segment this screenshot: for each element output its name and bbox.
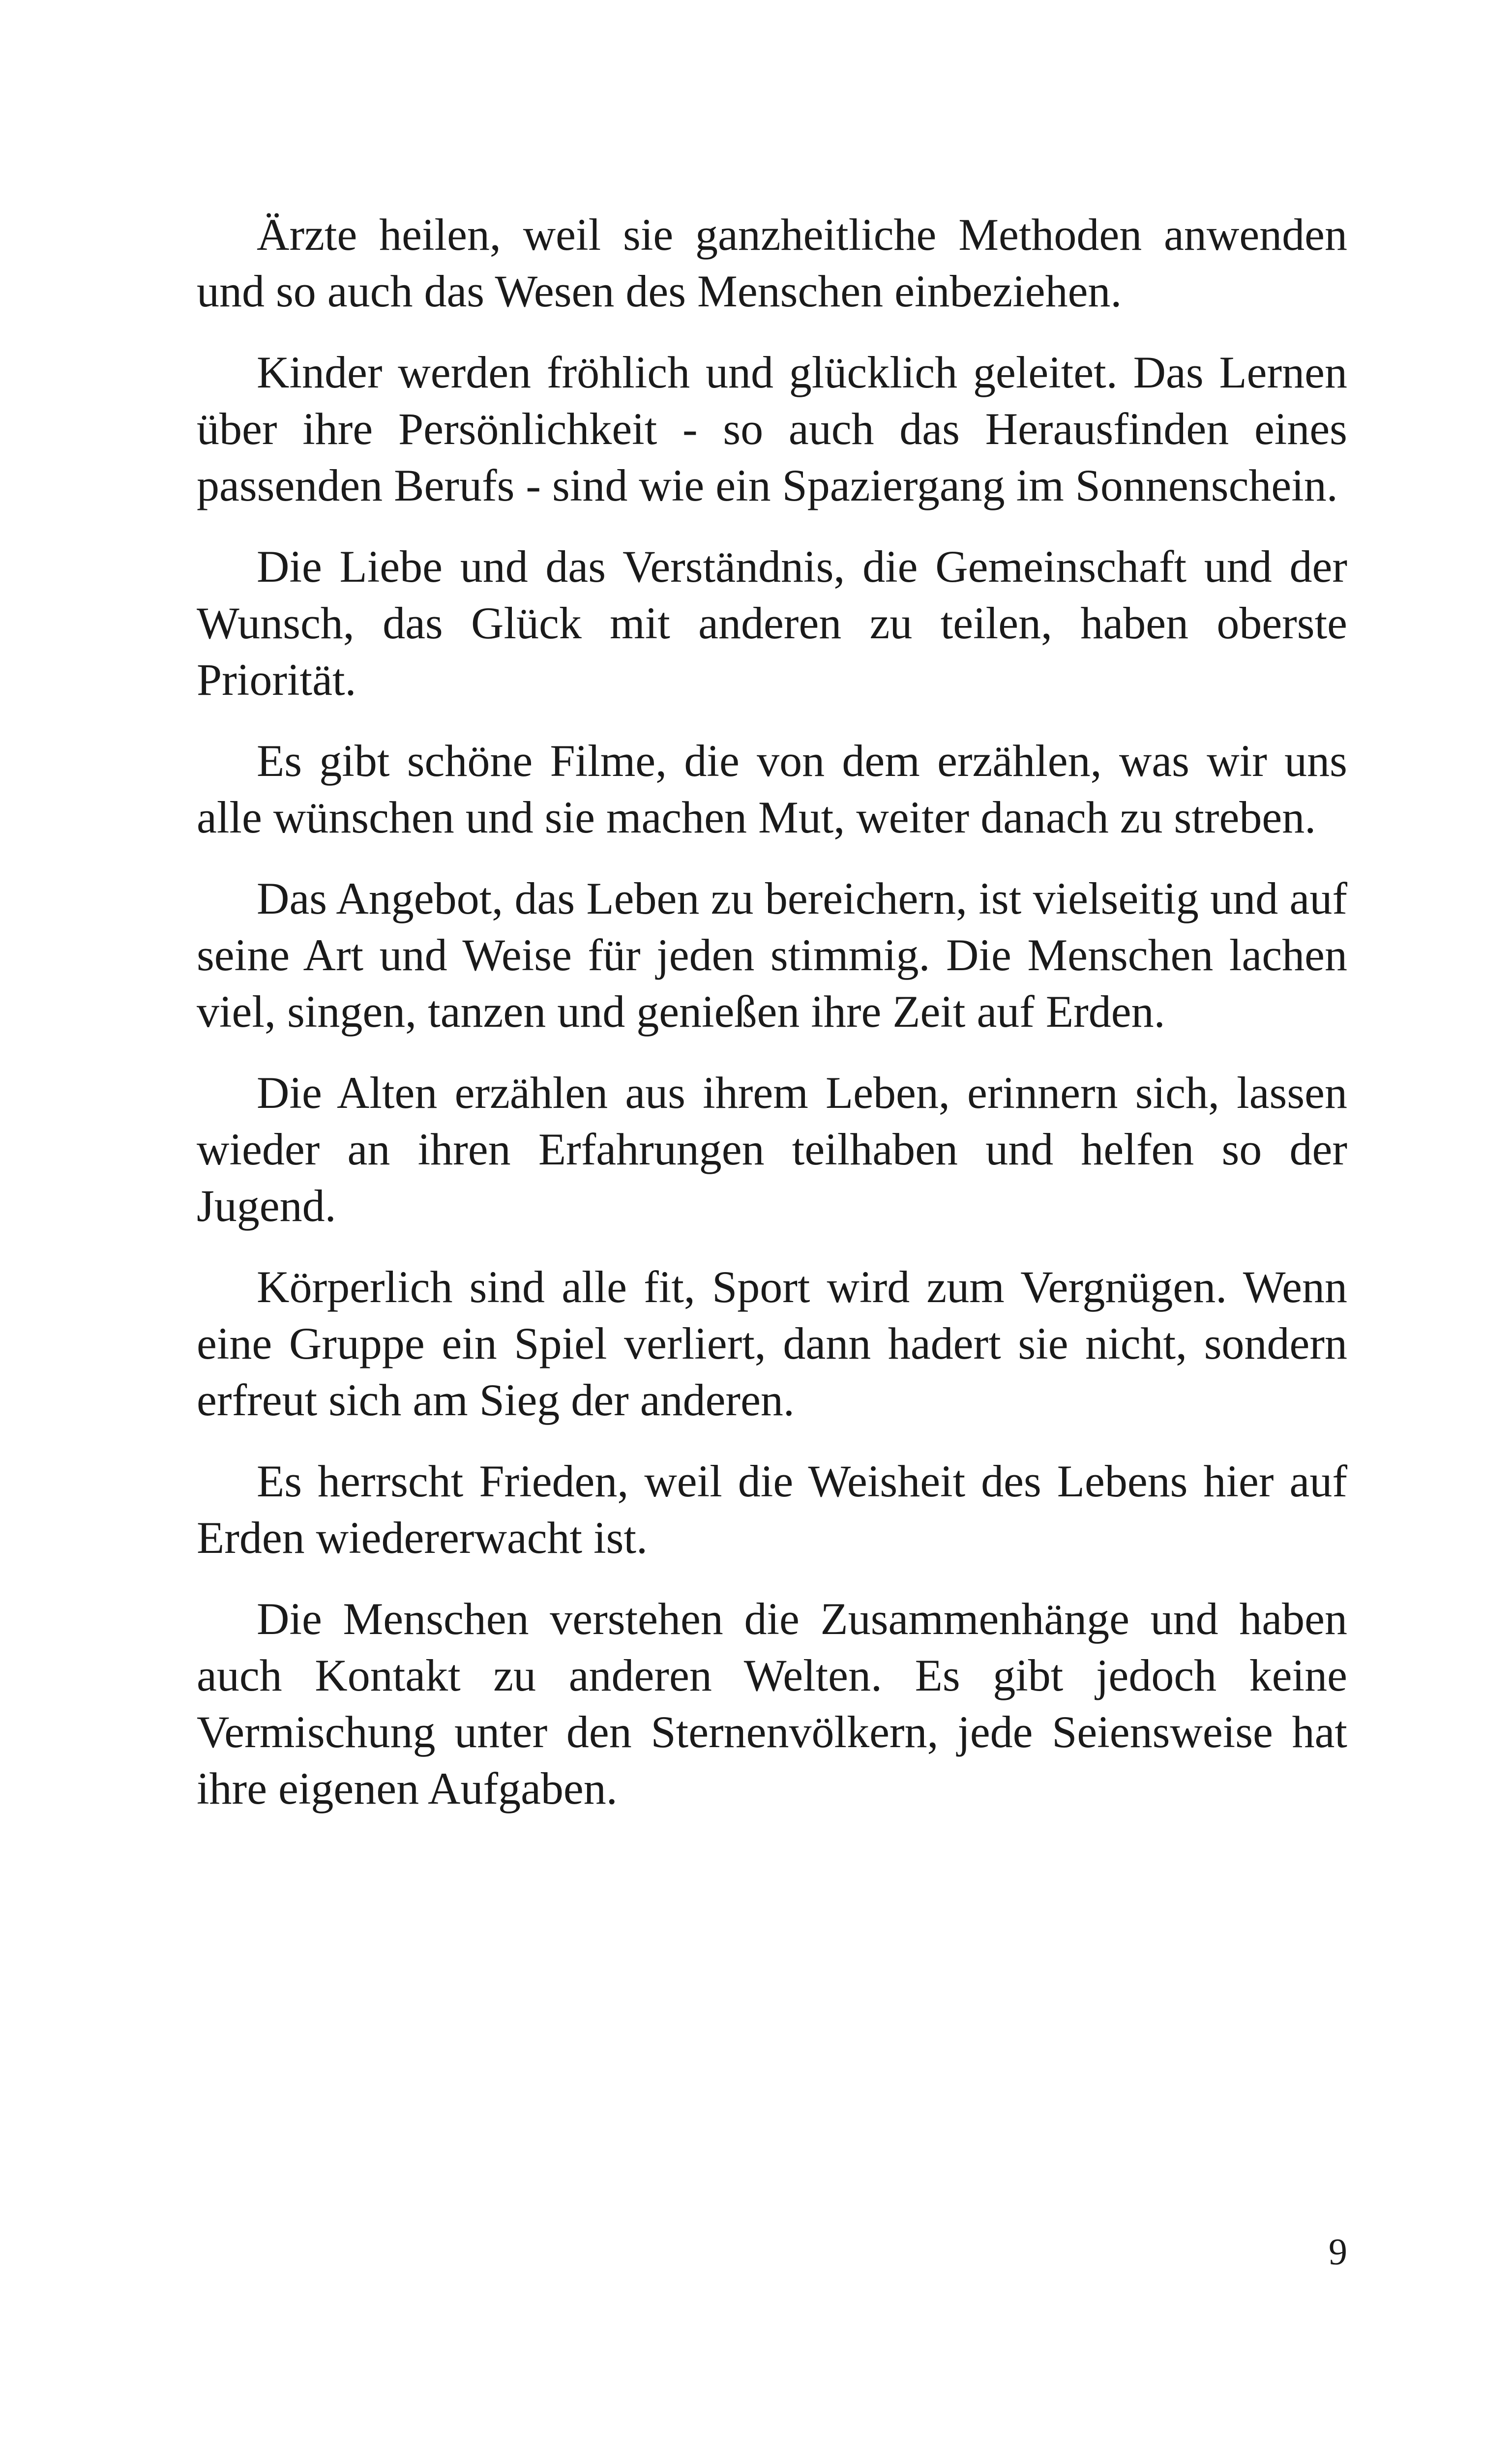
- paragraph-filme: Es gibt schöne Filme, die von dem erzählen, was wir uns alle wünschen und sie machen Mut, weiter danach zu streben.: [197, 736, 1347, 842]
- paragraph-sport: Körperlich sind alle fit, Sport wird zum Vergnügen. Wenn eine Gruppe ein Spiel verliert, dann hadert sie nicht, sondern erfreut sich am Sieg der anderen.: [197, 1262, 1347, 1425]
- paragraph-alten: Die Alten erzählen aus ihrem Leben, erinnern sich, lassen wieder an ihren Erfahrungen teilhaben und helfen so der Jugend.: [197, 1068, 1347, 1231]
- paragraph-liebe: Die Liebe und das Verständnis, die Gemeinschaft und der Wunsch, das Glück mit anderen zu teilen, haben oberste Priorität.: [197, 541, 1347, 705]
- paragraph-kinder: Kinder werden fröhlich und glücklich geleitet. Das Lernen über ihre Persönlichkeit - so auch das Herausfinden eines passenden Berufs - sind wie ein Spaziergang im Sonnenschein.: [197, 347, 1347, 510]
- paragraph-frieden: Es herrscht Frieden, weil die Weisheit des Lebens hier auf Erden wiedererwacht ist.: [197, 1456, 1347, 1563]
- paragraph-welten: Die Menschen verstehen die Zusammenhänge und haben auch Kontakt zu anderen Welten. Es gibt jedoch keine Vermischung unter den Sternenvölkern, jede Seiensweise hat ihre eigenen Aufgaben.: [197, 1594, 1347, 1814]
- body-text: [197, 207, 1347, 1817]
- paragraph-aerzte: Ärzte heilen, weil sie ganzheitliche Methoden anwenden und so auch das Wesen des Menschen einbeziehen.: [197, 209, 1347, 316]
- page-number: 9: [1329, 2231, 1347, 2273]
- paragraph-angebot: Das Angebot, das Leben zu bereichern, ist vielseitig und auf seine Art und Weise für jeden stimmig. Die Menschen lachen viel, singen, tanzen und genießen ihre Zeit auf Erden.: [197, 873, 1347, 1037]
